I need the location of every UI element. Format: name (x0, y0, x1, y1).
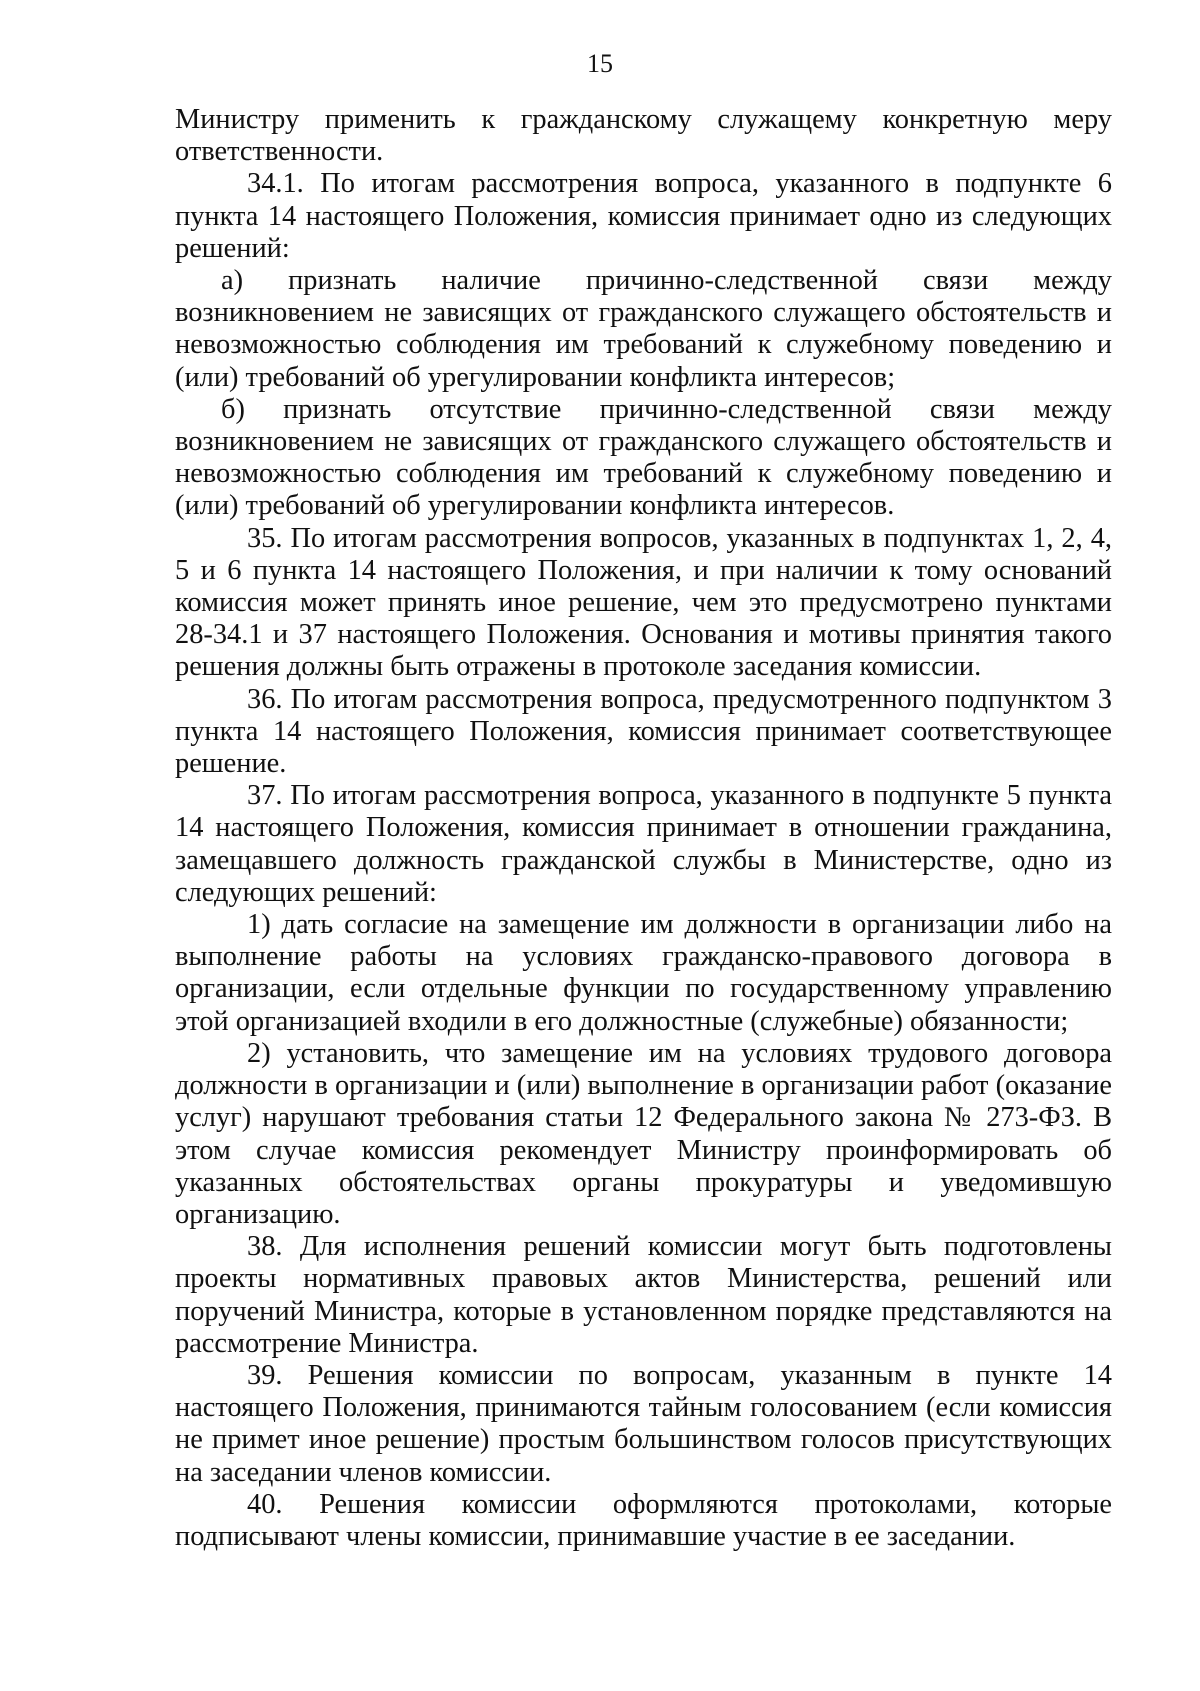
page-number: 15 (587, 49, 613, 78)
paragraph-40: 40. Решения комиссии оформляются протоколами, которые подписывают члены комиссии, принимавшие участие в ее заседании. (175, 1488, 1112, 1552)
paragraph-37-2: 2) установить, что замещение им на условиях трудового договора должности в организации и (или) выполнение в организации работ (оказание услуг) нарушают требования статьи 12 Федерального закона № 273-ФЗ. В этом случае комиссия рекомендует Министру проинформировать об указанных обстоятельствах органы прокуратуры и уведомившую организацию. (175, 1037, 1112, 1230)
paragraph-35: 35. По итогам рассмотрения вопросов, указанных в подпунктах 1, 2, 4, 5 и 6 пункта 14 настоящего Положения, и при наличии к тому оснований комиссия может принять иное решение, чем это предусмотрено пунктами 28-34.1 и 37 настоящего Положения. Основания и мотивы принятия такого решения должны быть отражены в протоколе заседания комиссии. (175, 522, 1112, 683)
paragraph-continuation: Министру применить к гражданскому служащему конкретную меру ответственности. (175, 104, 1112, 168)
paragraph-39: 39. Решения комиссии по вопросам, указанным в пункте 14 настоящего Положения, принимаются тайным голосованием (если комиссия не примет иное решение) простым большинством голосов присутствующих на заседании членов комиссии. (175, 1359, 1112, 1488)
paragraph-38: 38. Для исполнения решений комиссии могут быть подготовлены проекты нормативных правовых актов Министерства, решений или поручений Министра, которые в установленном порядке представляются на рассмотрение Министра. (175, 1231, 1112, 1359)
paragraph-34-1: 34.1. По итогам рассмотрения вопроса, указанного в подпункте 6 пункта 14 настоящего Положения, комиссия принимает одно из следующих решений: (175, 168, 1112, 264)
paragraph-34-1-a: а) признать наличие причинно-следственной связи между возникновением не зависящих от гражданского служащего обстоятельств и невозможностью соблюдения им требований к служебному поведению и (или) требований об урегулировании конфликта интересов; (175, 265, 1112, 393)
paragraph-37: 37. По итогам рассмотрения вопроса, указанного в подпункте 5 пункта 14 настоящего Положения, комиссия принимает в отношении гражданина, замещавшего должность гражданской службы в Министерстве, одно из следующих решений: (175, 780, 1112, 908)
document-body (175, 104, 1112, 1553)
paragraph-36: 36. По итогам рассмотрения вопроса, предусмотренного подпунктом 3 пункта 14 настоящего Положения, комиссия принимает соответствующее решение. (175, 683, 1112, 780)
paragraph-34-1-b: б) признать отсутствие причинно-следственной связи между возникновением не зависящих от гражданского служащего обстоятельств и невозможностью соблюдения им требований к служебному поведению и (или) требований об урегулировании конфликта интересов. (175, 393, 1112, 522)
paragraph-37-1: 1) дать согласие на замещение им должности в организации либо на выполнение работы на условиях гражданско-правового договора в организации, если отдельные функции по государственному управлению этой организацией входили в его должностные (служебные) обязанности; (175, 909, 1112, 1037)
